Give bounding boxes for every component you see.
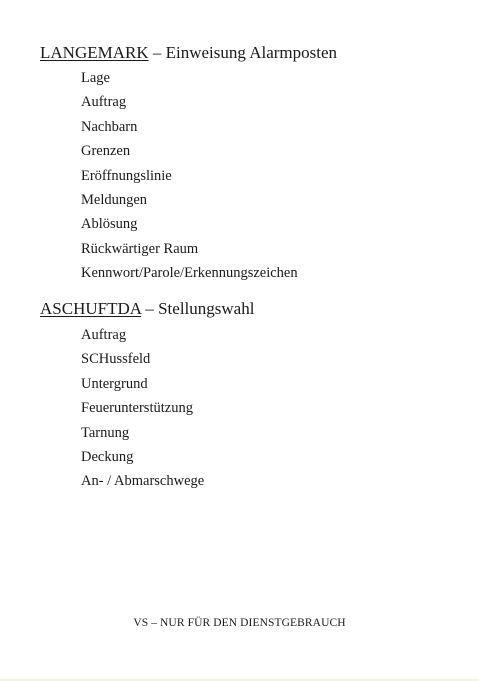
heading-dash: –	[141, 299, 159, 318]
checklist-item: Meldungen	[81, 192, 148, 209]
checklist	[40, 323, 254, 494]
checklist-item: Grenzen	[81, 143, 131, 160]
checklist-item: Feuerunterstützung	[81, 400, 193, 417]
section-acronym: LANGEMARK	[40, 43, 149, 62]
checklist	[40, 66, 337, 286]
section-title: Stellungswahl	[158, 299, 255, 318]
checklist-item: An- / Abmarschwege	[81, 473, 205, 490]
checklist-item: Rückwärtiger Raum	[81, 240, 199, 257]
checklist-item: Auftrag	[81, 94, 127, 111]
section-langemark	[40, 42, 337, 286]
heading-dash: –	[148, 43, 166, 62]
checklist-item: Nachbarn	[81, 118, 138, 135]
section-aschuftda	[40, 298, 254, 494]
checklist-item: Untergrund	[81, 375, 148, 392]
checklist-item: Eröffnungslinie	[81, 167, 172, 184]
section-title: Einweisung Alarmposten	[165, 43, 338, 62]
section-heading	[40, 42, 337, 64]
checklist-item: Auftrag	[81, 327, 127, 343]
checklist-item: Tarnung	[81, 424, 130, 441]
classification-footer: VS – NUR FÜR DEN DIENSTGEBRAUCH	[133, 617, 346, 629]
checklist-item: Lage	[81, 70, 110, 86]
section-heading	[40, 298, 254, 320]
checklist-item: Ablösung	[81, 216, 138, 233]
section-acronym: ASCHUFTDA	[40, 299, 142, 318]
checklist-item: Kennwort/Parole/Erkennungszeichen	[81, 265, 298, 282]
checklist-item: Deckung	[81, 449, 134, 466]
checklist-item: SCHussfeld	[81, 351, 151, 368]
